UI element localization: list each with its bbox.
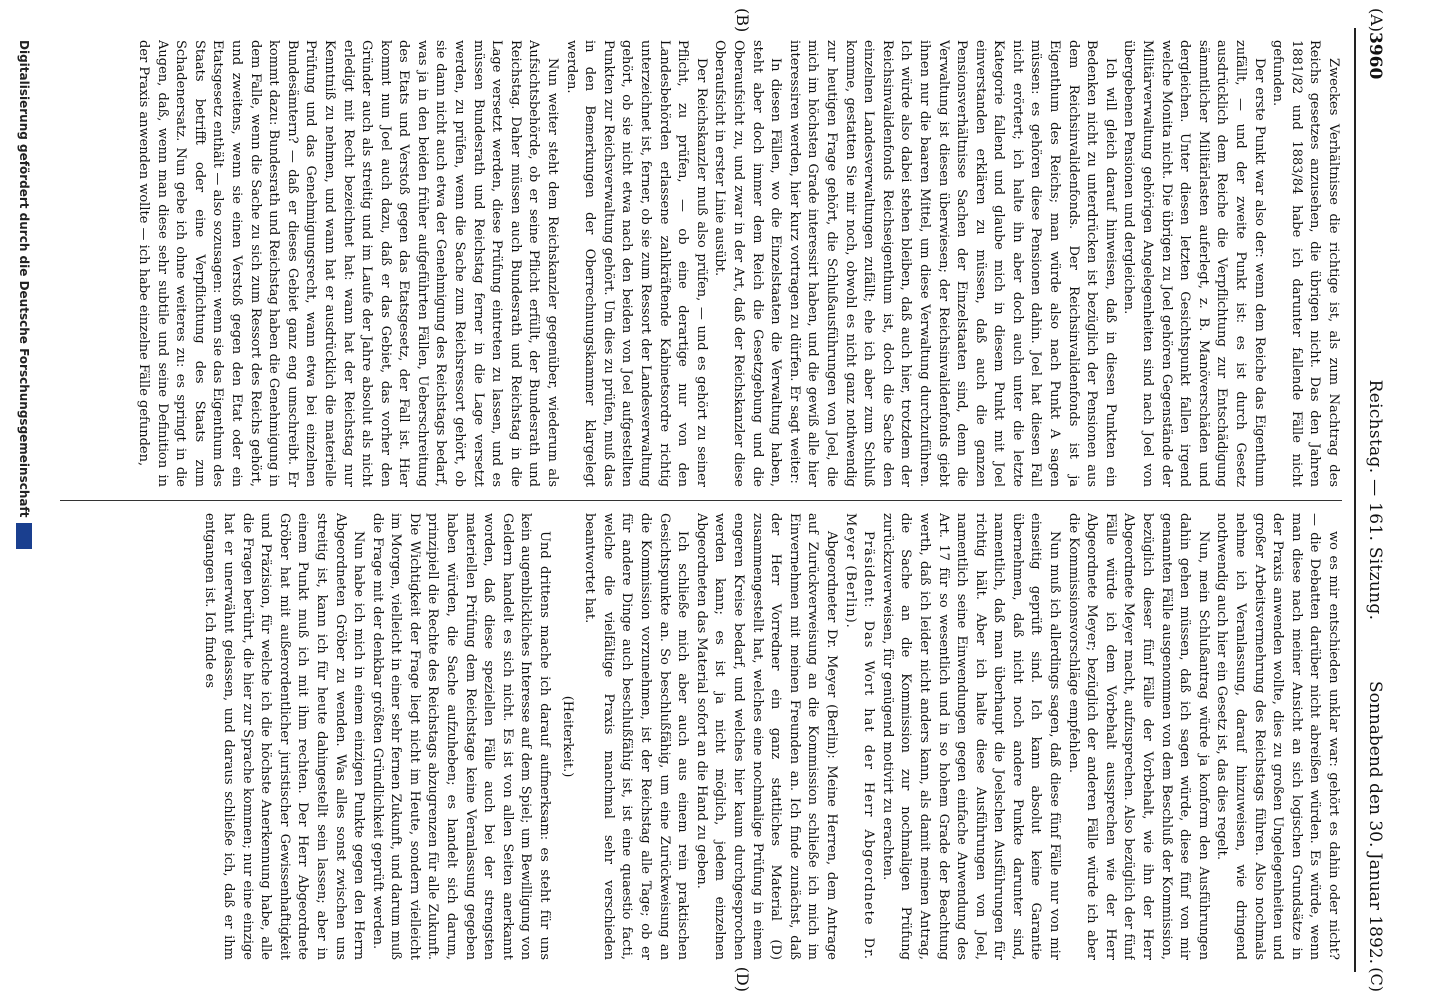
speaker-paragraph: Präsident: Das Wort hat der Herr Abgeordnete Dr. Meyer (Berlin). bbox=[842, 513, 877, 960]
paragraph: Ich will gleich darauf hinweisen, daß in diesen Punkten ein Bedenken nicht zu unterdrücken ist bezüglich der Pensionen aus dem Reichsinvalidenfonds. Der Reichsinvalidenfonds ist ja Eigenthum des Reichs; man würde also nach Punkt A sagen müssen: es gehören diese Pensionen dahin. Joel hat diesen Fall nicht erörtert; ich halte ihn aber doch auch unter die letzte Kategorie fallend und glaube mich in diesem Punkt mit Joel einverstanden erklären zu müssen, daß auch die ganzen Pensionsverhältnisse Sachen der Einzelstaaten sind, denn die Verwaltung ist diesen überwiesen; der Reichsinvalidenfonds giebt ihnen nur die baaren Mittel, um diese Verwaltung durchzuführen. Ich würde also dabei stehen bleiben, daß auch hier, trotzdem der Reichsinvalidenfonds Reichseigenthum ist, doch die Sache den einzelnen Landesverwaltungen zufällt; ehe ich aber zum Schluß komme, gestatten Sie mir noch, obwohl es nicht ganz nothwendig zur heutigen Frage gehört, die Schlußausführungen von Joel, die mich im höchsten Grade interessirt haben, und die gewiß alle hier interessiren werden, hier kurz vortragen zu dürfen. Er sagt weiter: bbox=[786, 40, 1118, 487]
page-header bbox=[1354, 28, 1390, 972]
paragraph: In diesen Fällen, wo die Einzelstaaten die Verwaltung haben, steht aber doch immer dem Reich die Gesetzgebung und die Oberaufsicht zu, und zwar in der Art, daß der Reichskanzler diese Oberaufsicht in erster Linie ausübt. bbox=[712, 40, 784, 487]
paragraph: Nun, mein Schlußantrag würde ja konform den Ausführungen dahin gehen müssen, daß ich sagen würde, diese fünf von mir genannten Fälle ausgenommen von dem Beschluß der Kommission, bezüglich dieser fünf Fälle der Vorbehalt, wie ihn der Herr Abgeordnete Meyer macht, aufzusprechen. Also bezüglich der fünf Fälle würde ich dem Vorbehalt aussprechen wie der Herr Abgeordnete Meyer; bezüglich der anderen Fälle würde ich aber die Kommissionsvorschläge empfehlen. bbox=[1065, 513, 1211, 960]
margin-marker-c: (C) bbox=[1367, 967, 1386, 992]
margin-marker-b: (B) bbox=[733, 8, 752, 33]
text-columns bbox=[60, 40, 1342, 960]
paragraph: Nun muß ich allerdings sagen, daß diese fünf Fälle nur von mir einseitig geprüft sind. Ich kann absolut keine Garantie übernehmen, daß nicht noch andere Punkte darunter sind, namentlich, daß man überhaupt die Joelschen Ausführungen für richtig hält. Aber ich halte diese Ausführungen von Joel, namentlich seine Einwendungen gegen einfache Anwendung des Art. 17 für so wesentlich und in so hohem Grade der Beachtung werth, daß ich leider nicht anders kann, als damit meinen Antrag, die Sache an die Kommission zur nochmaligen Prüfung zurückzuverweisen, für genügend motivirt zu erachten. bbox=[879, 513, 1063, 960]
digitization-credit: Digitalisierung gefördert durch die Deutsche Forschungsgemeinschaft bbox=[17, 40, 31, 518]
paragraph: Abgeordneter Dr. Meyer (Berlin): Meine Herren, dem Antrage auf Zurückverweisung an die Kommission schließe ich mich im Einvernehmen mit meinen Freunden an. Ich finde zunächst, daß der Herr Vorredner ein ganz stattliches Material (D) zusammengestellt hat, welches eine nochmalige Prüfung in einem engeren Kreise bedarf, und welches hier kaum durchgesprochen werden kann; es ist ja nicht möglich, jedem einzelnen Abgeordneten das Material sofort an die Hand zu geben. bbox=[693, 513, 839, 960]
paragraph: Ich schließe mich aber auch aus einem rein praktischen Gesichtspunkte an. So beschlußfähig, um eine Zurückweisung an die Kommission vorzunehmen, ist der Reichstag alle Tage; ob er für andere Dinge auch beschlußfähig ist, ist eine quaestio facti, welche die vielfältige Praxis manchmal sehr verschieden beantwortet hat. bbox=[582, 513, 691, 960]
paragraph: Nun weiter steht dem Reichskanzler gegenüber, wiederum als Aufsichtsbehörde, ob er seine Pflicht erfüllt, der Bundesrath und Reichstag. Daher müssen auch Bundesrath und Reichstag in die Lage versetzt werden, diese Prüfung eintreten zu lassen, und es müssen Bundesrath und Reichstag ferner in die Lage versetzt werden, zu prüfen, wenn die Sache zum Reichsressort gehört, ob sie dann nicht auch etwa der Genehmigung des Reichstags bedarf, was ja in den beiden früher aufgeführten Fällen, Ueberschreitung des Etats und Verstoß gegen das Etatsgesetz, der Fall ist. Hier kommt nun Joel auch dazu, daß er das Gebiet, das vorher den Gründer auch als streitig und im Laufe der Jahre absolut als nicht erledigt mit Recht bezeichnet hat: wann hat der Reichstag nur Kenntniß zu nehmen, und wann hat er ausdrücklich die materielle Prüfung und das Genehmigungsrecht, wann etwa bei einzelnen Bundesämtern? — daß er dieses Gebiet ganz eng umschreibt. Er kommt dazu: Bundesrath und Reichstag haben die Genehmigung in dem Falle, wenn die Sache zu sich zum Ressort des Reichs gehört, und zweitens, wenn sie einen Verstoß gegen den Etat oder ein Etatsgesetz enthält — also sozusagen: wenn sie das Eigenthum des Staats betrifft oder eine Verpflichtung des Staats zum Schadenersatz. Nun gebe ich ohne weiteres zu: es springt in die Augen, daß, wenn man diese sehr subtile und seine Definition in der Praxis anwenden wollte — ich habe einzelne Fälle gefunden, bbox=[136, 40, 561, 487]
margin-marker-d: (D) bbox=[733, 966, 752, 992]
right-column bbox=[60, 513, 1342, 960]
interjection: (Heiterkeit.) bbox=[559, 695, 575, 778]
paragraph: wo es mir entschieden unklar war: gehört es dahin oder nicht? — die Debatten darüber nicht abreißen würden. Es würde, wenn man diese nach meiner Ansicht an sich logischen Grundsätze in der Praxis anwenden wollte, dies zu großen Ungelegenheiten und großer Arbeitsvermehrung des Reichstags führen. Also nochmals nehme ich Veranlassung, darauf hinzuweisen, wie dringend nothwendig auch hier ein Gesetz ist, das dies regelt. bbox=[1214, 513, 1341, 960]
page-number: 3960 bbox=[1365, 32, 1385, 80]
paragraph: Der Reichskanzler muß also prüfen, — und es gehört zu seiner Pflicht, zu prüfen, — ob eine derartige nur von den Landesbehörden erlassene zahlkräftende Kabinetsordre richtig unterzeichnet ist, ferner, ob sie zum Ressort der Landesverwaltung gehört, ob sie nicht etwa nach den beiden von Joel aufgestellten Punkten zur Reichsverwaltung gehört. Um dies zu prüfen, muß das in den Bemerkungen der Oberrechnungskammer klargelegt werden. bbox=[563, 40, 709, 487]
paragraph: Der erste Punkt war also der: wenn dem Reiche das Eigenthum zufällt, — und der zweite Punkt ist: es ist durch Gesetz ausdrücklich dem Reiche die Verpflichtung zur Entschädigung sämmtlicher Militärlasten auferlegt, z. B. Manöverschäden und dergleichen. Unter diesen letzten Gesichtspunkt fallen irgend welche Monita nicht. Die übrigen zu Joel gehören Gegenstände der Militärverwaltung gehörigen Angelegenheiten sind nach Joel von übergebenen Pensionen und dergleichen. bbox=[1121, 40, 1267, 487]
paragraph: Nun habe ich mich in einem einzigen Punkte gegen den Herrn Abgeordneten Gröber zu wenden. Was alles sonst zwischen uns streitig ist, kann ich für heute dahingestellt sein lassen; aber in einem Punkt muß ich mit ihm rechten. Der Herr Abgeordnete Gröber hat mit außerordentlicher juristischer Gewissenhaftigkeit und Präzision, für welche ich die höchste Anerkennung habe, alle die Fragen berührt, die hier zur Sprache kommen; nur eine einzige hat er unerwähnt gelassen, und daraus schließe ich, daß er ihm entgangen ist. Ich finde es bbox=[202, 513, 367, 960]
left-column bbox=[60, 40, 1342, 487]
margin-marker-a: (A) bbox=[1367, 8, 1386, 33]
session-title: Reichstag. — 161. Sitzung. bbox=[1365, 379, 1385, 621]
paragraph: Und drittens mache ich darauf aufmerksam: es steht für uns kein augenblickliches Interesse auf dem Spiel; um Bewilligung von Geldern handelt es sich nicht. Es ist von allen Seiten anerkannt worden, daß diese speziellen Fälle auch bei der strengsten materiellen Prüfung dem Reichstage keine Veranlassung gegeben haben würden, die Sache aufzuheben; es handelt sich darum, prinzipiell die Rechte des Reichstags abzugrenzen für alle Zukunft. Die Wichtigkeit der Frage liegt nicht im Heute, sondern vielleicht im Morgen, vielleicht in einer sehr fernen Zukunft, und darum muß die Frage mit der denkbar größten Gründlichkeit geprüft werden. bbox=[369, 513, 553, 960]
paragraph: Zweckes Verhältnisse die richtige ist, als zum Nachtrag des Reichs gesetzes anzusehen, die übrigen nicht. Das den Jahren 1881/82 und 1883/84 habe ich darunter fallende Fälle nicht gefunden. bbox=[1270, 40, 1341, 487]
digitization-footer bbox=[10, 40, 38, 960]
dfg-logo-icon bbox=[16, 523, 32, 549]
session-date: Sonnabend den 30. Januar 1892. bbox=[1365, 680, 1385, 964]
